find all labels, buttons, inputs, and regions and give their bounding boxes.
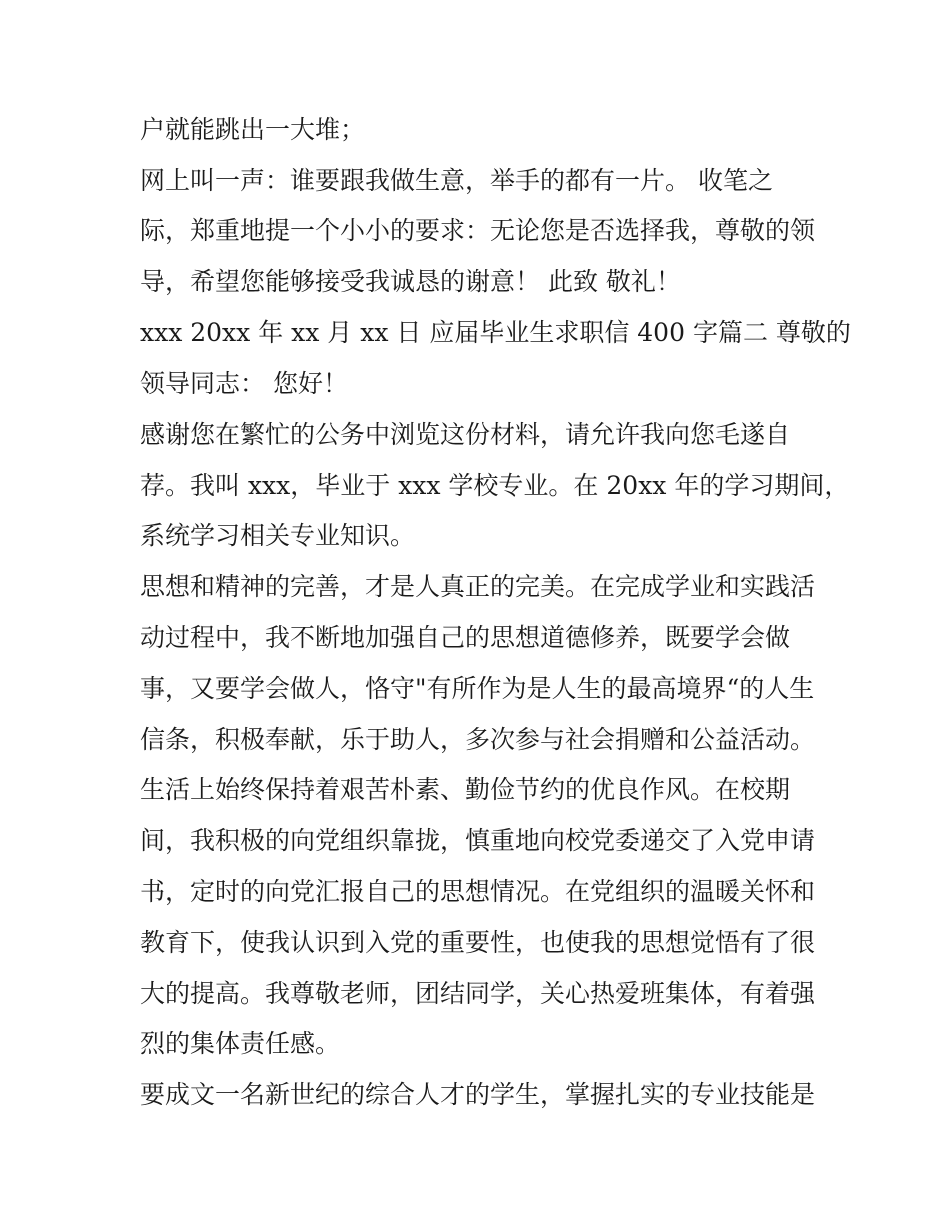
text-line: 际，郑重地提一个小小的要求：无论您是否选择我，尊敬的领 (140, 216, 816, 245)
text-line: 领导同志： 您好！ (140, 369, 348, 398)
text-line: 网上叫一声：谁要跟我做生意，举手的都有一片。 收笔之 (140, 166, 773, 195)
text-line: 系统学习相关专业知识。 (140, 521, 416, 550)
text-line: 事，又要学会做人，恪守"有所作为是人生的最高境界“的人生 (140, 674, 815, 703)
text-line: 大的提高。我尊敬老师，团结同学，关心热爱班集体，有着强 (140, 979, 816, 1008)
text-line: 动过程中，我不断地加强自己的思想道德修养，既要学会做 (140, 623, 791, 652)
text-line: 生活上始终保持着艰苦朴素、勤俭节约的优良作风。在校期 (140, 775, 791, 804)
text-line: 要成文一名新世纪的综合人才的学生，掌握扎实的专业技能是 (140, 1080, 816, 1109)
text-line: 感谢您在繁忙的公务中浏览这份材料，请允许我向您毛遂自 (140, 420, 791, 449)
text-line: 间，我积极的向党组织靠拢，慎重地向校党委递交了入党申请 (140, 826, 816, 855)
text-line: xxx 20xx 年 xx 月 xx 日 应届毕业生求职信 400 字篇二 尊敬的 (140, 318, 851, 347)
text-line: 信条，积极奉献，乐于助人，多次参与社会捐赠和公益活动。 (140, 725, 816, 754)
text-line: 思想和精神的完善，才是人真正的完美。在完成学业和实践活 (140, 572, 816, 601)
text-line: 教育下，使我认识到入党的重要性，也使我的思想觉悟有了很 (140, 928, 816, 957)
text-line: 导，希望您能够接受我诚恳的谢意！ 此致 敬礼！ (140, 267, 681, 296)
text-line: 烈的集体责任感。 (140, 1029, 341, 1058)
text-line: 荐。我叫 xxx，毕业于 xxx 学校专业。在 20xx 年的学习期间， (140, 471, 850, 500)
text-line: 户就能跳出一大堆； (140, 115, 366, 144)
text-line: 书，定时的向党汇报自己的思想情况。在党组织的温暖关怀和 (140, 877, 816, 906)
